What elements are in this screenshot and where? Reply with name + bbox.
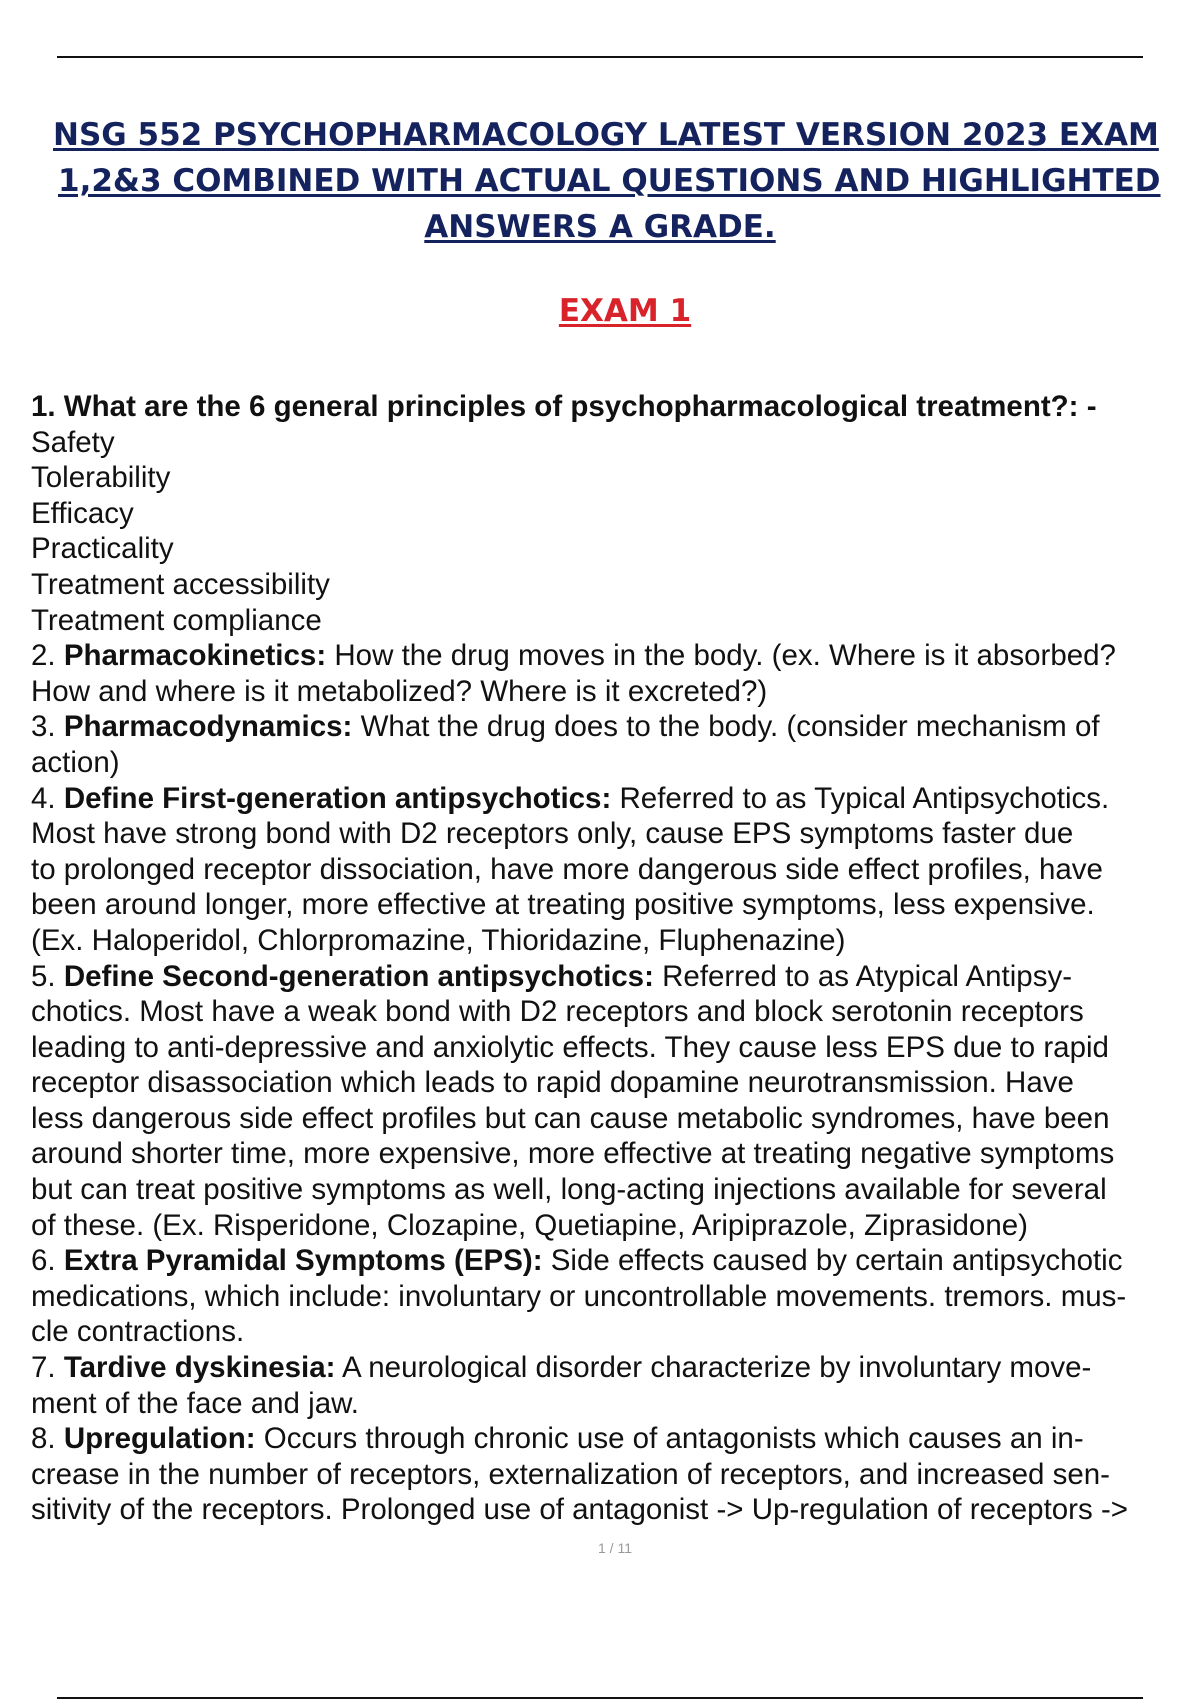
q1-item: Practicality <box>31 532 174 566</box>
q1-item: Treatment compliance <box>31 603 322 637</box>
title-line-3: ANSWERS A GRADE. <box>424 209 776 245</box>
title-line-1: NSG 552 PSYCHOPHARMACOLOGY LATEST VERSION 2023 EXAM <box>53 117 1159 153</box>
q4-line: been around longer, more effective at treating positive symptoms, less expensive. <box>31 888 1095 922</box>
q1-item: Safety <box>31 425 115 459</box>
q4-line: 4. Define First-generation antipsychotics: Referred to as Typical Antipsychotics. <box>31 781 1110 815</box>
q4-line: Most have strong bond with D2 receptors only, cause EPS symptoms faster due <box>31 817 1074 851</box>
q6-line: medications, which include: involuntary or uncontrollable movements. tremors. mus- <box>31 1279 1127 1313</box>
q8-line: sitivity of the receptors. Prolonged use of antagonist -> Up-regulation of receptors -> <box>31 1493 1129 1527</box>
q5-line: receptor disassociation which leads to rapid dopamine neurotransmission. Have <box>31 1066 1074 1100</box>
title-line-2: 1,2&3 COMBINED WITH ACTUAL QUESTIONS AND HIGHLIGHTED <box>58 163 1161 199</box>
q4-line: to prolonged receptor dissociation, have more dangerous side effect profiles, have <box>31 852 1103 886</box>
bottom-rule <box>57 1697 1143 1699</box>
q2-line: 2. Pharmacokinetics: How the drug moves in the body. (ex. Where is it absorbed? <box>31 639 1116 673</box>
q5-line: around shorter time, more expensive, more effective at treating negative symptoms <box>31 1137 1115 1171</box>
q5-line: 5. Define Second-generation antipsychotics: Referred to as Atypical Antipsy- <box>31 959 1073 993</box>
q6-line: 6. Extra Pyramidal Symptoms (EPS): Side effects caused by certain antipsychotic <box>31 1244 1123 1278</box>
q5-line: but can treat positive symptoms as well, long-acting injections available for several <box>31 1173 1107 1207</box>
q5-line: chotics. Most have a weak bond with D2 receptors and block serotonin receptors <box>31 995 1084 1029</box>
page-indicator: 1 / 11 <box>598 1540 632 1556</box>
q1-item: Efficacy <box>31 496 134 530</box>
q2-line: How and where is it metabolized? Where is it excreted?) <box>31 674 768 708</box>
q3-line: 3. Pharmacodynamics: What the drug does to the body. (consider mechanism of <box>31 710 1100 744</box>
q8-line: crease in the number of receptors, externalization of receptors, and increased sen- <box>31 1457 1110 1491</box>
document-title <box>0 112 1200 250</box>
top-rule <box>57 56 1143 58</box>
q1-item: Treatment accessibility <box>31 567 330 601</box>
q1-heading: 1. What are the 6 general principles of psychopharmacological treatment?: - <box>31 390 1097 423</box>
q7-line: ment of the face and jaw. <box>31 1386 359 1420</box>
q6-line: cle contractions. <box>31 1315 245 1349</box>
q5-line: of these. (Ex. Risperidone, Clozapine, Quetiapine, Aripiprazole, Ziprasidone) <box>31 1208 1028 1242</box>
section-heading: EXAM 1 <box>558 293 692 329</box>
q7-line: 7. Tardive dyskinesia: A neurological disorder characterize by involuntary move- <box>31 1351 1092 1385</box>
q4-line: (Ex. Haloperidol, Chlorpromazine, Thioridazine, Fluphenazine) <box>31 923 846 957</box>
q1-item: Tolerability <box>31 461 171 495</box>
qa-content <box>31 389 1200 1528</box>
q3-line: action) <box>31 745 120 779</box>
q5-line: less dangerous side effect profiles but can cause metabolic syndromes, have been <box>31 1101 1110 1135</box>
q8-line: 8. Upregulation: Occurs through chronic use of antagonists which causes an in- <box>31 1422 1084 1456</box>
q5-line: leading to anti-depressive and anxiolytic effects. They cause less EPS due to rapid <box>31 1030 1109 1064</box>
